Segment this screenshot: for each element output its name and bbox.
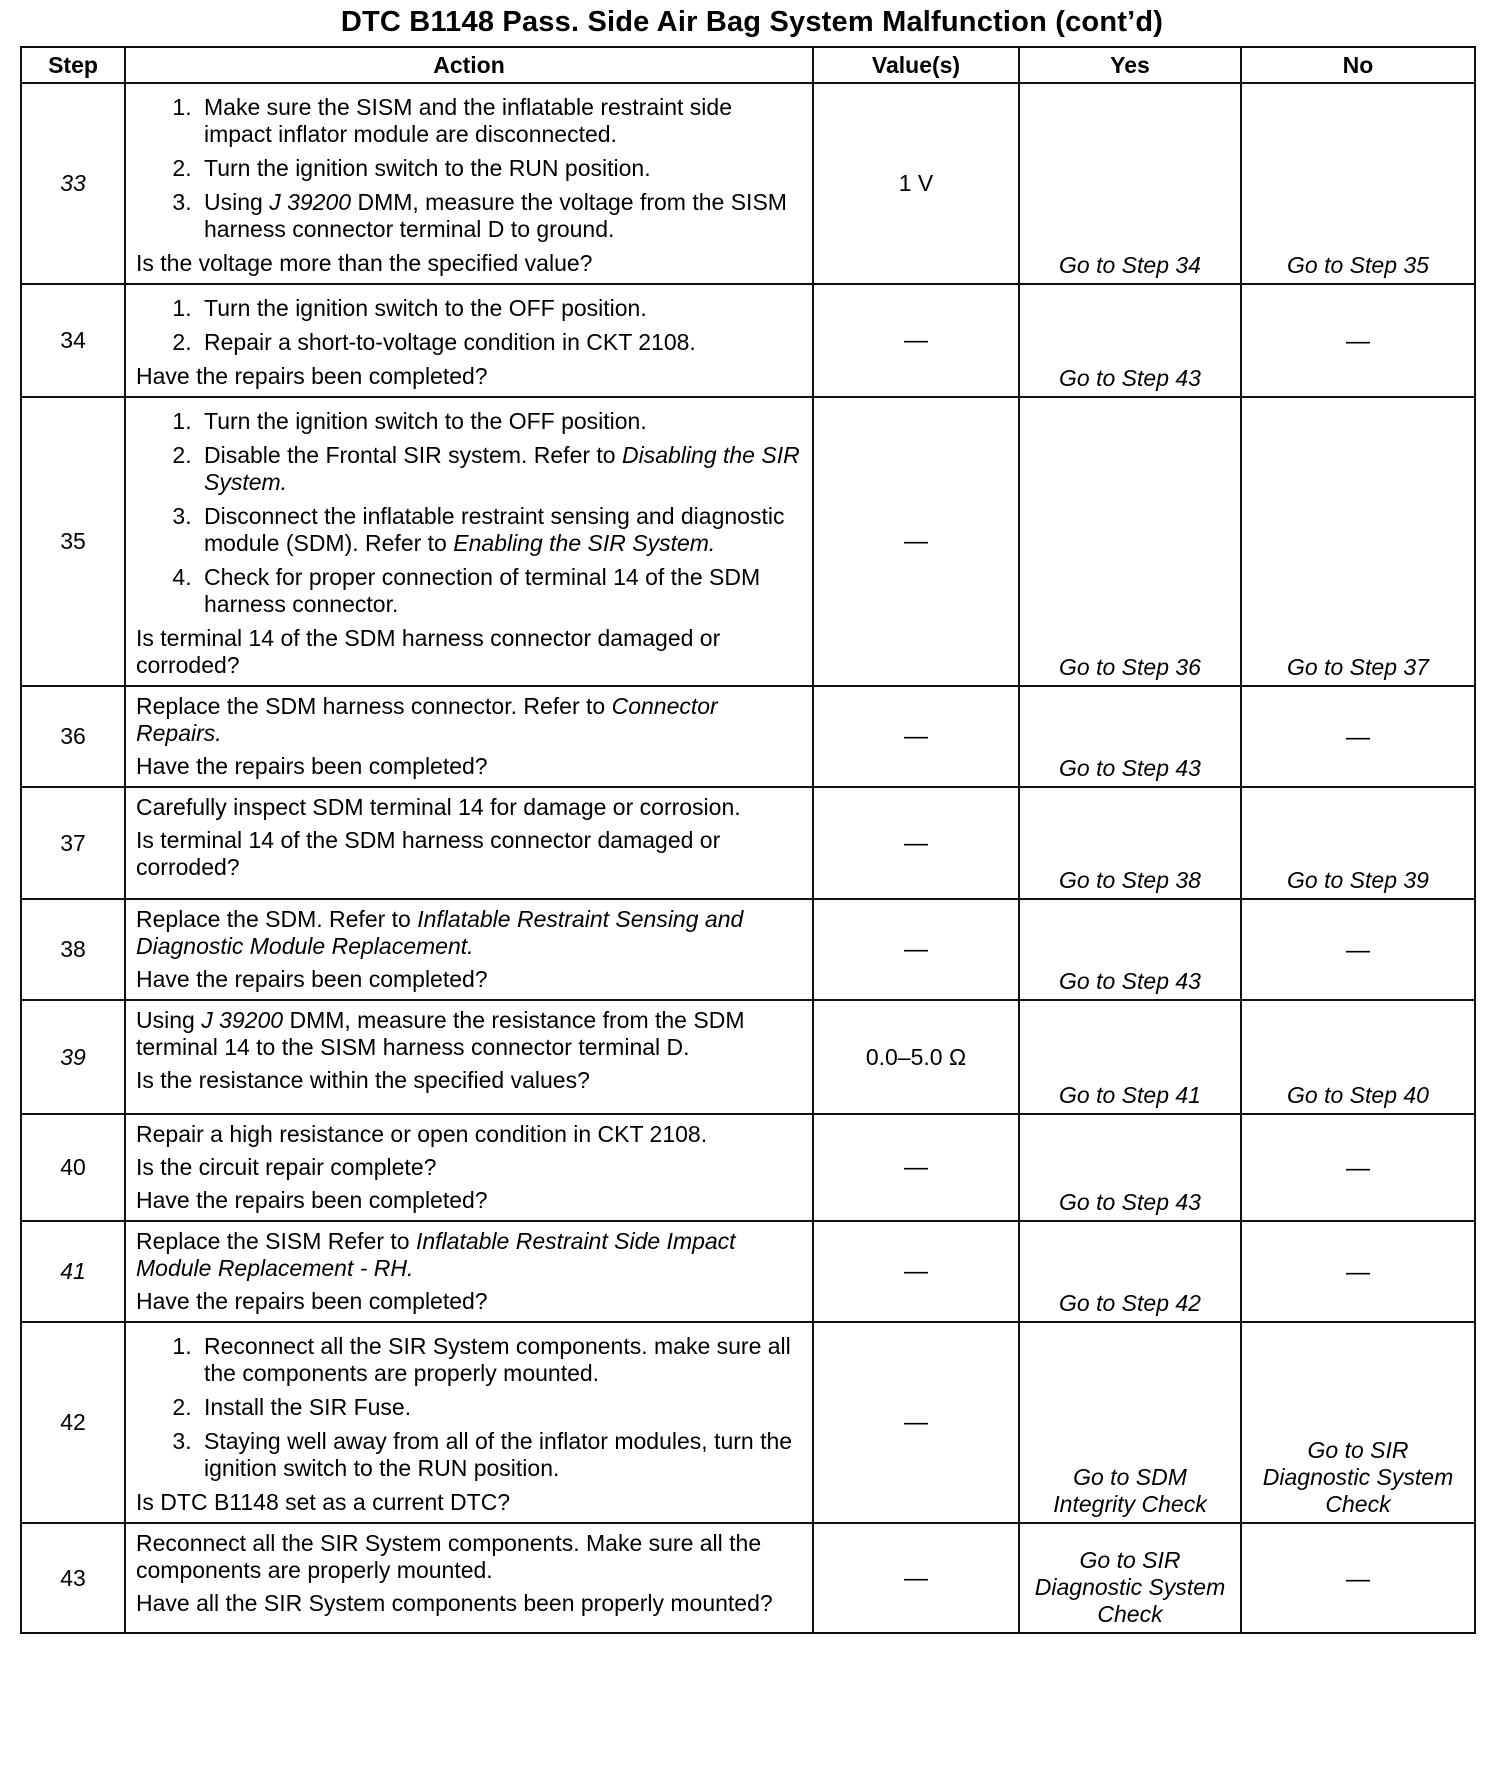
action-step-list [136,1333,802,1482]
table-row [21,83,1475,284]
action-cell [125,83,813,284]
dash-mark: — [904,528,928,555]
reference-text: Enabling the SIR System. [453,530,716,556]
action-question: Is terminal 14 of the SDM harness connector damaged or corroded? [136,827,721,880]
table-row [21,899,1475,1000]
value-cell [813,284,1019,397]
text-run: Reconnect all the SIR System components. make sure all the components are properly mounted. [204,1333,791,1386]
action-instruction [136,1007,802,1061]
no-result-cell [1241,1221,1475,1322]
no-column-header: No [1241,47,1475,83]
text-run: Go to [1073,1464,1136,1490]
action-instruction [136,693,802,747]
table-header-row [21,47,1475,83]
reference-text: Go to Step 37 [1287,654,1429,680]
table-row [21,397,1475,686]
text-run: Using [136,1007,202,1033]
action-step-item [198,94,802,148]
step-number: 38 [21,899,125,1000]
action-question: Have all the SIR System components been properly mounted? [136,1590,773,1616]
action-instruction [136,1121,802,1148]
action-step-item [198,329,802,356]
value-cell [813,1221,1019,1322]
reference-text: Go to Step 41 [1059,1082,1201,1108]
action-cell [125,1114,813,1221]
step-column-header: Step [21,47,125,83]
reference-text: SIR Diagnostic System Check [1034,1547,1226,1627]
dash-mark: — [1346,328,1370,355]
reference-text: Go to Step 43 [1059,365,1201,391]
action-step-item [198,442,802,496]
value-cell [813,1322,1019,1523]
dash-mark: — [1346,1155,1370,1182]
text-run: Turn the ignition switch to the OFF position. [204,408,647,434]
value-cell: 1 V [813,83,1019,284]
yes-result-cell [1019,1221,1241,1322]
table-row [21,1000,1475,1114]
table-row [21,1114,1475,1221]
action-step-item [198,155,802,182]
no-result-cell [1241,397,1475,686]
action-question: Is the voltage more than the specified value? [136,250,593,276]
step-number: 39 [21,1000,125,1114]
reference-text: SIR Diagnostic System Check [1262,1437,1454,1517]
diagnostic-table [20,46,1476,1634]
action-step-list [136,408,802,618]
text-run: Disconnect the inflatable restraint sensing and diagnostic module (SDM). Refer to [204,503,785,556]
value-cell [813,787,1019,899]
text-run: Go to [1307,1437,1371,1463]
text-run: Go to [1079,1547,1143,1573]
dash-mark: — [1346,937,1370,964]
dash-mark: — [904,1564,928,1592]
dash-mark: — [904,327,928,354]
yes-result-cell [1019,1000,1241,1114]
no-result-cell [1241,686,1475,787]
action-cell [125,397,813,686]
dash-mark: — [1346,724,1370,751]
text-run: Turn the ignition switch to the OFF position. [204,295,647,321]
action-question: Is the resistance within the specified values? [136,1067,590,1093]
text-run: Check for proper connection of terminal 14 of the SDM harness connector. [204,564,761,617]
action-step-item [198,1333,802,1387]
action-step-list [136,94,802,243]
action-question: Have the repairs been completed? [136,363,488,389]
yes-column-header: Yes [1019,47,1241,83]
step-number: 41 [21,1221,125,1322]
text-run: DMM, measure the resistance from the SDM terminal 14 to the SISM harness connector terminal D. [136,1007,745,1060]
text-run: Install the SIR Fuse. [204,1394,412,1420]
no-result-cell [1241,787,1475,899]
action-instruction [136,1154,802,1181]
step-number: 36 [21,686,125,787]
value-cell: 0.0–5.0 Ω [813,1000,1019,1114]
action-column-header: Action [125,47,813,83]
no-result-cell [1241,1114,1475,1221]
reference-text: J 39200 [269,189,352,215]
value-cell [813,899,1019,1000]
reference-text: Go to Step 43 [1059,968,1201,994]
table-row [21,1322,1475,1523]
text-run: Turn the ignition switch to the RUN position. [204,155,651,181]
text-run: Staying well away from all of the inflator modules, turn the ignition switch to the RUN position. [204,1428,793,1481]
yes-result-cell [1019,284,1241,397]
reference-text: Go to Step 36 [1059,654,1201,680]
value-cell [813,397,1019,686]
value-cell [813,1114,1019,1221]
reference-text: Go to Step 43 [1059,755,1201,781]
dash-mark: — [1346,1565,1370,1593]
text-run: Reconnect all the SIR System components. Make sure all the components are properly mounted. [136,1530,762,1583]
text-run: Replace the SISM Refer to [136,1228,416,1254]
text-run: Is the circuit repair complete? [136,1154,437,1180]
table-row [21,1523,1475,1633]
step-number: 33 [21,83,125,284]
yes-result-cell [1019,1523,1241,1633]
yes-result-cell [1019,686,1241,787]
step-number: 40 [21,1114,125,1221]
yes-result-cell [1019,899,1241,1000]
dash-mark: — [904,1409,928,1436]
no-result-cell [1241,83,1475,284]
action-step-item [198,189,802,243]
action-cell [125,1322,813,1523]
reference-text: Inflatable Restraint Side Impact Module Replacement - RH. [136,1228,736,1281]
value-cell [813,1523,1019,1633]
action-question: Have the repairs been completed? [136,1288,488,1314]
action-step-item [198,503,802,557]
table-body [21,83,1475,1633]
dash-mark: — [1346,1259,1370,1286]
document-title: DTC B1148 Pass. Side Air Bag System Malfunction (cont’d) [340,6,1164,38]
no-result-cell [1241,899,1475,1000]
step-number: 35 [21,397,125,686]
no-result-cell [1241,284,1475,397]
table-row [21,787,1475,899]
action-instruction [136,1530,802,1584]
action-step-item [198,295,802,322]
reference-text: Go to Step 35 [1287,252,1429,278]
reference-text: Go to Step 38 [1059,867,1201,893]
text-run: Disable the Frontal SIR system. Refer to [204,442,622,468]
action-question: Have the repairs been completed? [136,966,488,992]
action-question: Have the repairs been completed? [136,753,488,779]
action-step-item [198,1394,802,1421]
step-number: 43 [21,1523,125,1633]
reference-text: Go to Step 40 [1287,1082,1429,1108]
reference-text: Go to Step 43 [1059,1189,1201,1215]
text-run: Replace the SDM harness connector. Refer to [136,693,612,719]
action-question: Have the repairs been completed? [136,1187,488,1213]
value-cell [813,686,1019,787]
reference-text: Go to Step 34 [1059,252,1201,278]
action-cell [125,1000,813,1114]
text-run: Replace the SDM. Refer to [136,906,418,932]
action-step-item [198,564,802,618]
yes-result-cell [1019,787,1241,899]
action-cell [125,899,813,1000]
dash-mark: — [904,1154,928,1181]
text-run: Repair a short-to-voltage condition in CKT 2108. [204,329,696,355]
action-instruction [136,1228,802,1282]
reference-text: Go to Step 39 [1287,867,1429,893]
text-run: DMM, measure the voltage from the SISM harness connector terminal D to ground. [204,189,787,242]
action-cell [125,1221,813,1322]
step-number: 42 [21,1322,125,1523]
action-question: Is DTC B1148 set as a current DTC? [136,1489,511,1515]
text-run: Make sure the SISM and the inflatable restraint side impact inflator module are disconnected. [204,94,733,147]
action-question: Is terminal 14 of the SDM harness connector damaged or corroded? [136,625,721,678]
yes-result-cell [1019,1322,1241,1523]
action-cell [125,686,813,787]
no-result-cell [1241,1000,1475,1114]
reference-text: J 39200 [201,1007,284,1033]
action-step-item [198,1428,802,1482]
reference-text: SDM Integrity Check [1053,1464,1207,1517]
reference-text: Go to Step 42 [1059,1290,1201,1316]
table-row [21,686,1475,787]
yes-result-cell [1019,1114,1241,1221]
step-number: 34 [21,284,125,397]
yes-result-cell [1019,397,1241,686]
dash-mark: — [904,723,928,750]
text-run: Using [204,189,270,215]
table-row [21,284,1475,397]
text-run: Carefully inspect SDM terminal 14 for damage or corrosion. [136,794,741,820]
step-number: 37 [21,787,125,899]
no-result-cell [1241,1322,1475,1523]
text-run: Repair a high resistance or open condition in CKT 2108. [136,1121,708,1147]
no-result-cell [1241,1523,1475,1633]
action-instruction [136,906,802,960]
dash-mark: — [904,936,928,963]
action-step-list [136,295,802,356]
action-step-item [198,408,802,435]
action-cell [125,787,813,899]
reference-text: Disabling the SIR System. [204,442,800,495]
table-row [21,1221,1475,1322]
reference-text: Connector Repairs. [136,693,718,746]
dash-mark: — [904,829,928,857]
values-column-header: Value(s) [813,47,1019,83]
action-instruction [136,794,802,821]
reference-text: Inflatable Restraint Sensing and Diagnostic Module Replacement. [136,906,744,959]
action-cell [125,1523,813,1633]
dash-mark: — [904,1258,928,1285]
yes-result-cell [1019,83,1241,284]
action-cell [125,284,813,397]
